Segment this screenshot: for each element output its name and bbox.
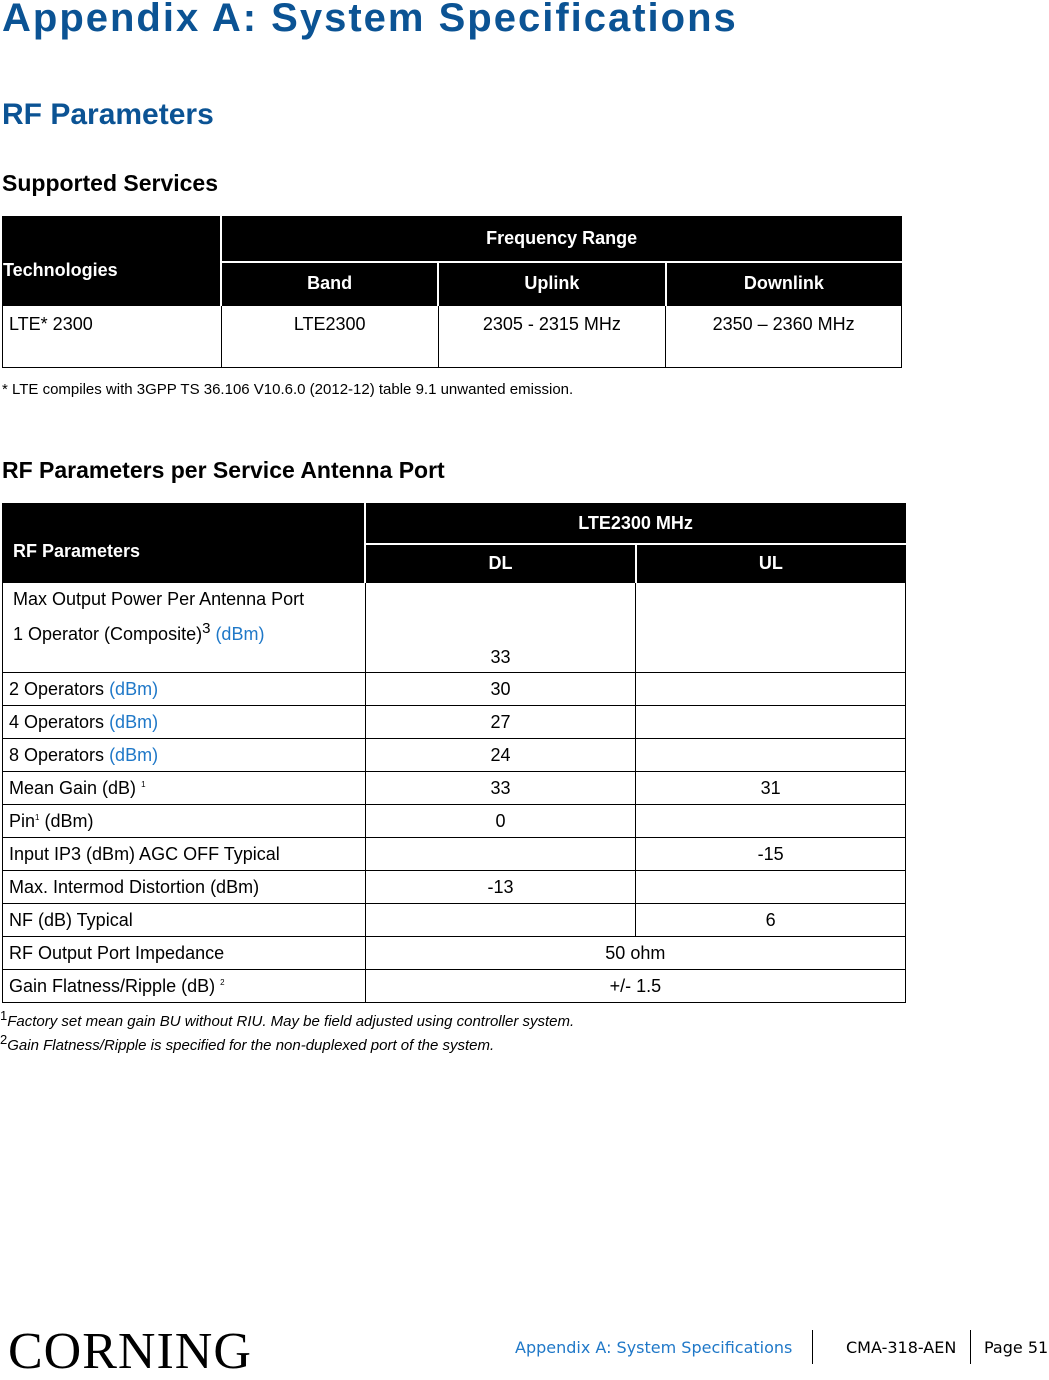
table-row xyxy=(3,838,906,871)
cell-flatness xyxy=(3,970,366,1003)
table-row xyxy=(3,871,906,904)
cell-op2-ul xyxy=(636,673,906,706)
cell-op4-ul xyxy=(636,706,906,739)
pin-unit: (dBm) xyxy=(44,810,94,831)
col-downlink: Downlink xyxy=(666,262,902,306)
cell-nf-ul: 6 xyxy=(636,904,906,937)
col-technologies: Technologies xyxy=(3,217,222,306)
cell-max-output xyxy=(3,583,366,673)
mean-gain-sup: 1 xyxy=(141,779,146,789)
cell-mean-gain xyxy=(3,772,366,805)
table-row xyxy=(3,772,906,805)
antenna-port-heading: RF Parameters per Service Antenna Port xyxy=(2,457,445,483)
cell-op8-ul xyxy=(636,739,906,772)
col-rf-parameters: RF Parameters xyxy=(3,504,366,583)
footer-page-number: Page 51 xyxy=(984,1338,1049,1357)
supported-services-heading: Supported Services xyxy=(2,170,219,196)
col-ul: UL xyxy=(636,544,906,583)
table-row xyxy=(3,970,906,1003)
col-lte2300: LTE2300 MHz xyxy=(365,504,905,544)
pin-label: Pin xyxy=(9,810,36,831)
cell-ip3: Input IP3 (dBm) AGC OFF Typical xyxy=(3,838,366,871)
cell-op2 xyxy=(3,673,366,706)
page-title: Appendix A: System Specifications xyxy=(2,0,738,40)
cell-ip3-ul: -15 xyxy=(636,838,906,871)
table-row xyxy=(3,937,906,970)
op4-label: 4 Operators xyxy=(9,711,105,732)
footnote-1-text: Factory set mean gain BU without RIU. May be field adjusted using controller system. xyxy=(7,1013,575,1030)
footnote-1 xyxy=(0,1008,574,1030)
pin-sup: 1 xyxy=(35,812,40,822)
col-frequency-range: Frequency Range xyxy=(221,217,901,262)
op1-label: 1 Operator (Composite) xyxy=(13,624,203,644)
supported-services-table xyxy=(2,216,902,368)
cell-impedance-value: 50 ohm xyxy=(365,937,905,970)
footnote-2-text: Gain Flatness/Ripple is specified for the non-duplexed port of the system. xyxy=(7,1037,495,1054)
cell-downlink: 2350 – 2360 MHz xyxy=(666,306,902,368)
op1-unit: (dBm) xyxy=(215,624,265,644)
cell-op2-dl: 30 xyxy=(365,673,636,706)
cell-band: LTE2300 xyxy=(221,306,438,368)
flatness-sup: 2 xyxy=(220,977,225,987)
op2-label: 2 Operators xyxy=(9,678,105,699)
cell-impedance: RF Output Port Impedance xyxy=(3,937,366,970)
cell-uplink: 2305 - 2315 MHz xyxy=(438,306,666,368)
cell-op8-dl: 24 xyxy=(365,739,636,772)
max-output-label: Max Output Power Per Antenna Port xyxy=(13,589,305,609)
col-uplink: Uplink xyxy=(438,262,666,306)
cell-imd-ul xyxy=(636,871,906,904)
op2-unit: (dBm) xyxy=(109,678,159,699)
footnote-2-num: 2 xyxy=(0,1032,8,1047)
cell-technology: LTE* 2300 xyxy=(3,306,222,368)
footnote-2 xyxy=(0,1032,494,1054)
cell-op1-ul xyxy=(636,583,906,673)
cell-op1-dl: 33 xyxy=(365,583,636,673)
footnote-1-num: 1 xyxy=(0,1008,8,1023)
cell-mean-gain-ul: 31 xyxy=(636,772,906,805)
footer-section: Appendix A: System Specifications xyxy=(515,1338,793,1357)
col-band: Band xyxy=(221,262,438,306)
table-row xyxy=(3,583,906,673)
op1-sup: 3 xyxy=(202,620,211,637)
table-row xyxy=(3,673,906,706)
cell-mean-gain-dl: 33 xyxy=(365,772,636,805)
cell-nf-dl xyxy=(365,904,636,937)
footer-divider xyxy=(970,1330,971,1364)
corning-logo: CORNING xyxy=(8,1323,252,1380)
col-dl: DL xyxy=(365,544,636,583)
cell-ip3-dl xyxy=(365,838,636,871)
op4-unit: (dBm) xyxy=(109,711,159,732)
op8-unit: (dBm) xyxy=(109,744,159,765)
table-row xyxy=(3,739,906,772)
footer-doc-id: CMA-318-AEN xyxy=(846,1338,957,1357)
antenna-port-table xyxy=(2,503,906,1003)
cell-imd-dl: -13 xyxy=(365,871,636,904)
cell-op4-dl: 27 xyxy=(365,706,636,739)
table-row xyxy=(3,306,902,368)
op8-label: 8 Operators xyxy=(9,744,105,765)
cell-pin-ul xyxy=(636,805,906,838)
cell-flatness-value: +/- 1.5 xyxy=(365,970,905,1003)
footer-divider xyxy=(812,1330,813,1364)
table-row xyxy=(3,904,906,937)
mean-gain-label: Mean Gain (dB) xyxy=(9,777,137,798)
cell-op4 xyxy=(3,706,366,739)
cell-op8 xyxy=(3,739,366,772)
cell-pin xyxy=(3,805,366,838)
cell-nf: NF (dB) Typical xyxy=(3,904,366,937)
table-row xyxy=(3,805,906,838)
page-footer xyxy=(0,1323,1049,1380)
cell-pin-dl: 0 xyxy=(365,805,636,838)
table-row xyxy=(3,706,906,739)
flatness-label: Gain Flatness/Ripple (dB) xyxy=(9,975,216,996)
lte-note: * LTE compiles with 3GPP TS 36.106 V10.6.0 (2012-12) table 9.1 unwanted emission. xyxy=(2,381,574,398)
section-heading: RF Parameters xyxy=(2,98,214,131)
cell-imd: Max. Intermod Distortion (dBm) xyxy=(3,871,366,904)
